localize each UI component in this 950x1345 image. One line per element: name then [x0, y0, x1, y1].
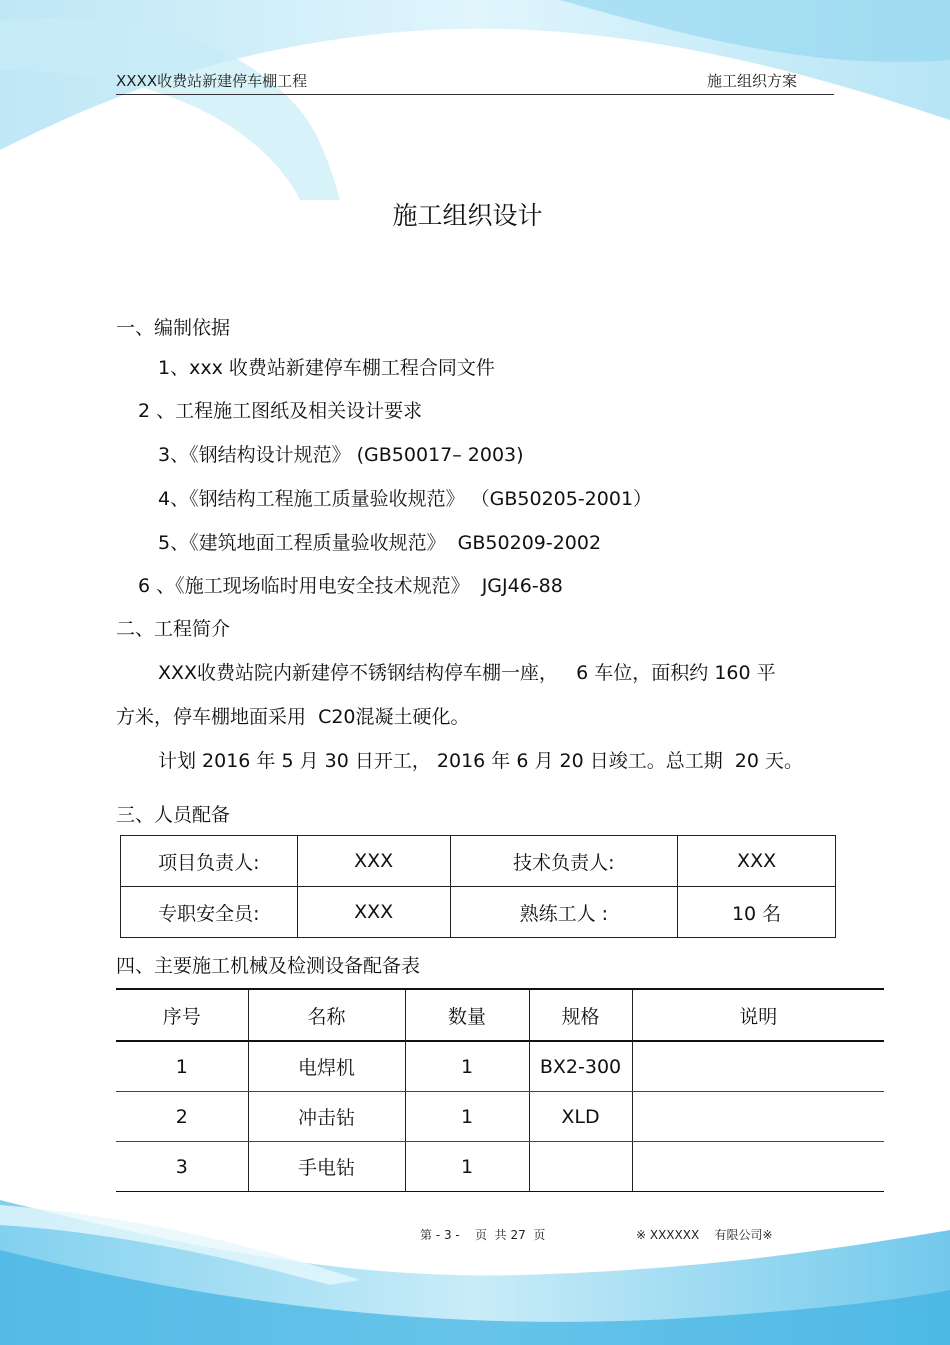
footer-page-number: 第 - 3 - 页 共 27 页: [420, 1228, 546, 1242]
cell-quantity: 1: [405, 1041, 529, 1092]
column-header-notes: 说明: [632, 989, 884, 1041]
basis-item-3: 3、《钢结构设计规范》 (GB50017– 2003): [158, 444, 524, 466]
staff-label-skilled-workers: 熟练工人 :: [450, 887, 678, 938]
table-header-row: [116, 989, 884, 1041]
footer-company: ※ XXXXXX 有限公司※: [636, 1228, 773, 1242]
basis-item-6: 6 、《施工现场临时用电安全技术规范》 JGJ46-88: [138, 575, 563, 597]
header-project-name: XXXX收费站新建停车棚工程: [116, 72, 308, 90]
staff-value-project-lead: XXX: [297, 836, 450, 887]
section-heading-basis: 一、编制依据: [116, 317, 231, 339]
column-header-quantity: 数量: [405, 989, 529, 1041]
cell-spec: [529, 1142, 632, 1192]
staff-value-tech-lead: XXX: [678, 836, 836, 887]
staff-value-safety-officer: XXX: [297, 887, 450, 938]
section-heading-overview: 二、工程简介: [116, 618, 231, 640]
section-heading-equipment: 四、主要施工机械及检测设备配备表: [116, 955, 421, 977]
overview-paragraph-line-2: 方米，停车棚地面采用 C20混凝土硬化。: [116, 706, 470, 728]
header-doc-type: 施工组织方案: [707, 72, 798, 90]
table-row: [121, 836, 836, 887]
overview-paragraph-line-1: XXX收费站院内新建停不锈钢结构停车棚一座， 6 车位，面积约 160 平: [158, 662, 776, 684]
schedule-paragraph: 计划 2016 年 5 月 30 日开工， 2016 年 6 月 20 日竣工。总工期 20 天。: [158, 750, 804, 772]
column-header-spec: 规格: [529, 989, 632, 1041]
basis-item-2: 2 、工程施工图纸及相关设计要求: [138, 400, 423, 422]
cell-index: 1: [116, 1041, 248, 1092]
staff-label-safety-officer: 专职安全员:: [121, 887, 298, 938]
table-row: [121, 887, 836, 938]
cell-quantity: 1: [405, 1142, 529, 1192]
column-header-name: 名称: [248, 989, 405, 1041]
cell-name: 电焊机: [248, 1041, 405, 1092]
cell-index: 3: [116, 1142, 248, 1192]
staff-label-tech-lead: 技术负责人:: [450, 836, 678, 887]
cell-name: 手电钻: [248, 1142, 405, 1192]
staff-value-skilled-workers: 10 名: [678, 887, 836, 938]
table-row: [116, 1041, 884, 1092]
cell-spec: XLD: [529, 1092, 632, 1142]
staffing-table: [120, 835, 836, 938]
basis-item-4: 4、《钢结构工程施工质量验收规范》 （GB50205-2001）: [158, 488, 653, 510]
cell-quantity: 1: [405, 1092, 529, 1142]
staff-label-project-lead: 项目负责人:: [121, 836, 298, 887]
column-header-index: 序号: [116, 989, 248, 1041]
cell-notes: [632, 1142, 884, 1192]
cell-notes: [632, 1041, 884, 1092]
table-row: [116, 1092, 884, 1142]
page-title: 施工组织设计: [392, 201, 543, 230]
cell-notes: [632, 1092, 884, 1142]
basis-item-5: 5、《建筑地面工程质量验收规范》 GB50209-2002: [158, 532, 602, 554]
cell-spec: BX2-300: [529, 1041, 632, 1092]
basis-item-1: 1、xxx 收费站新建停车棚工程合同文件: [158, 357, 495, 379]
header-rule: [116, 94, 834, 95]
cell-index: 2: [116, 1092, 248, 1142]
table-row: [116, 1142, 884, 1192]
section-heading-staffing: 三、人员配备: [116, 804, 231, 826]
cell-name: 冲击钻: [248, 1092, 405, 1142]
equipment-table: [116, 988, 884, 1192]
